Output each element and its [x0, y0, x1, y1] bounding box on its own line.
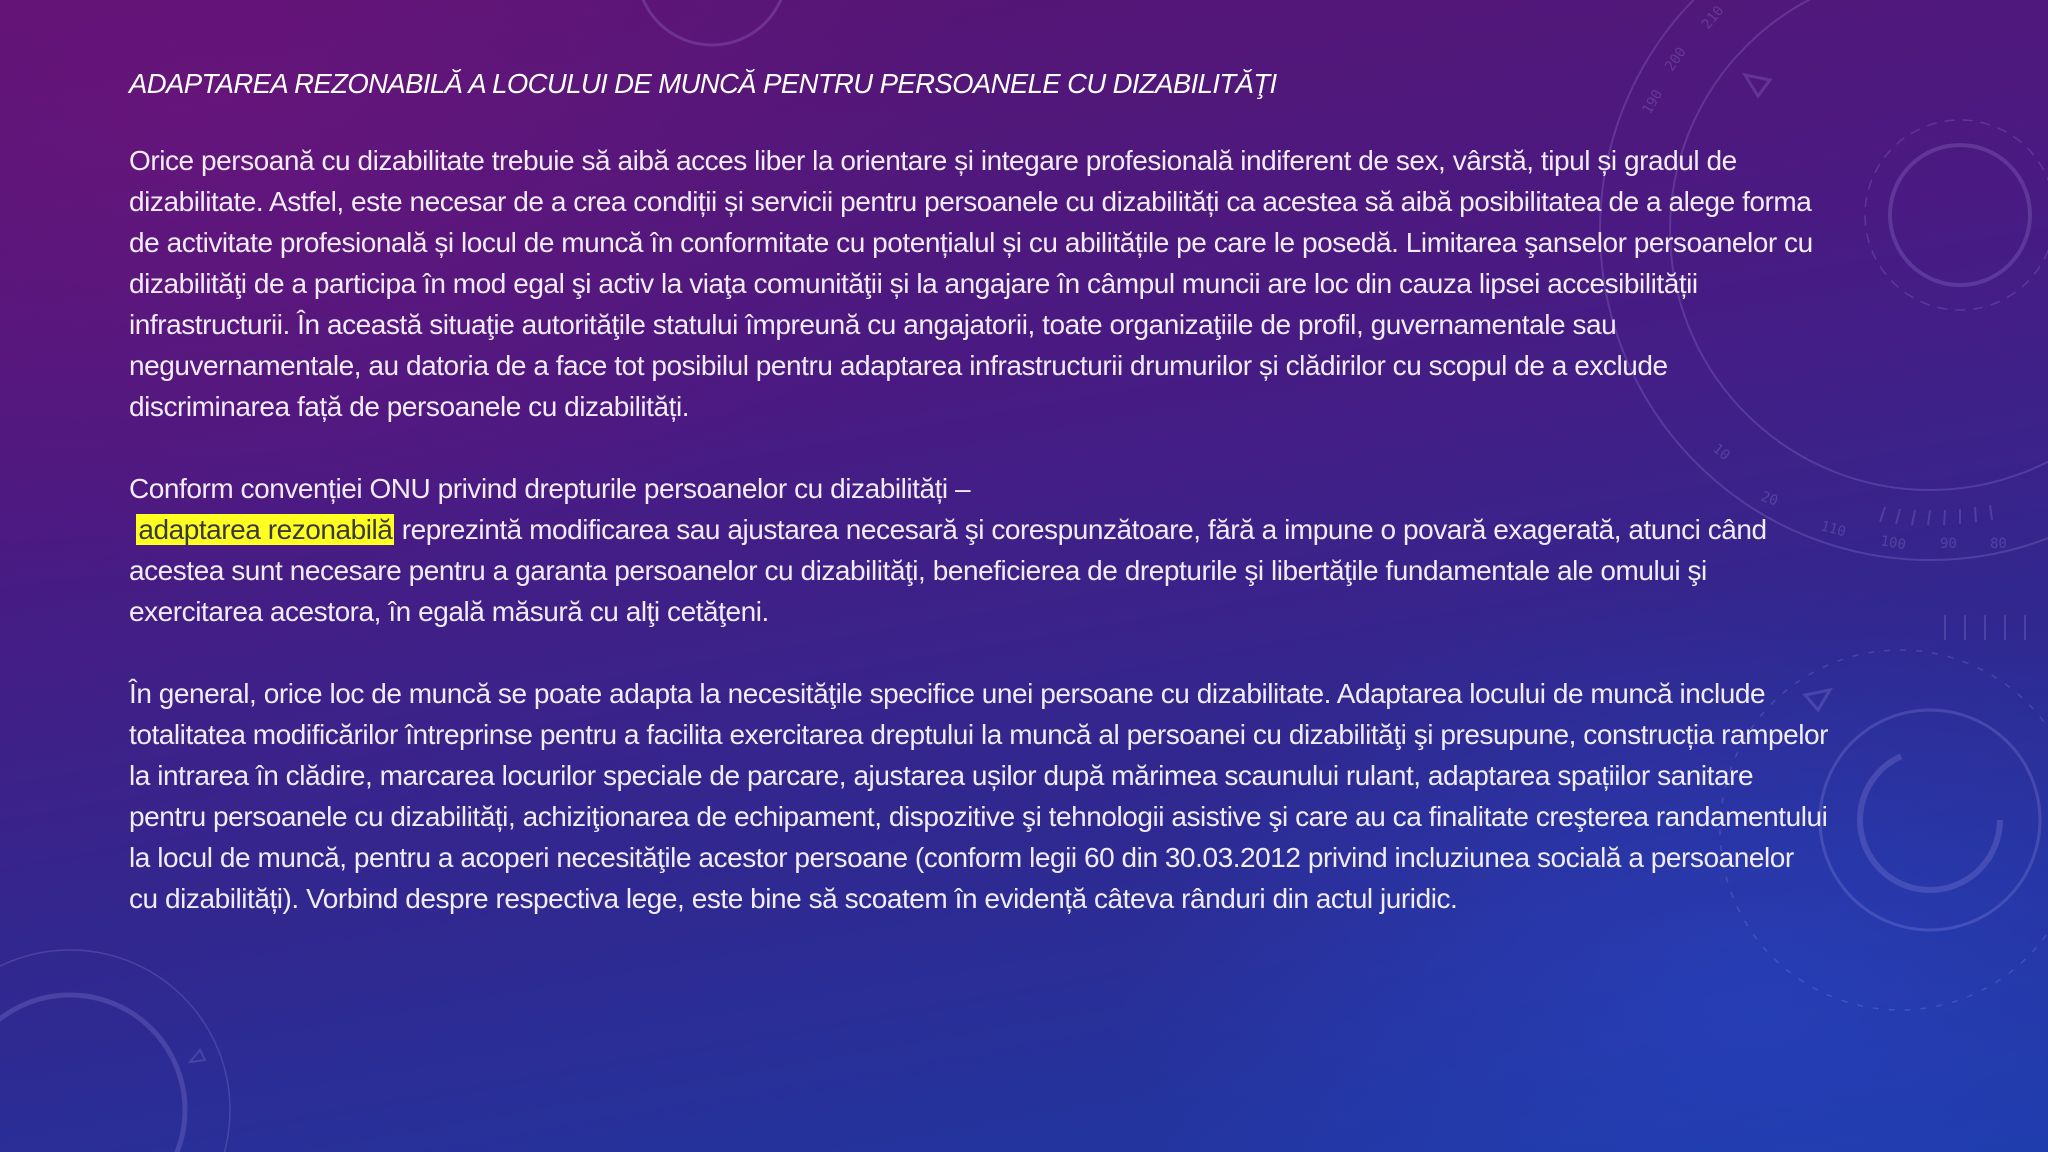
paragraph-convention-definition: reprezintă modificarea sau ajustarea necesară şi corespunzătoare, fără a impune o povară exagerată, atunci când acestea sunt necesare pentru a garanta persoanelor cu dizabilităţi, beneficierea de drepturile şi libertăţile fundamentale ale omului şi exercitarea acestora, în egală măsură cu alţi cetăţeni.: [129, 513, 1767, 627]
slide-title: ADAPTAREA REZONABILĂ A LOCULUI DE MUNCĂ PENTRU PERSOANELE CU DIZABILITĂŢI: [129, 68, 1277, 99]
dial-tick-label: 100: [1879, 533, 1907, 554]
deco-circle-bottom-left: [0, 995, 185, 1152]
dial-tick-label: 10: [1709, 440, 1733, 464]
dial-tick-label: 90: [1940, 536, 1957, 552]
paragraph-adaptation: În general, orice loc de muncă se poate adapta la necesităţile specifice unei persoane cu dizabilitate. Adaptarea locului de muncă include totalitatea modificărilor întreprinse pentru a facilita exercitarea dreptului la muncă al persoanei cu dizabilităţi şi presupune, construcția rampelor la intrarea în clădire, marcarea locurilor speciale de parcare, ajustarea ușilor după mărimea scaunului rulant, adaptarea spațiilor sanitare pentru persoanele cu dizabilități, achiziţionarea de echipament, dispozitive şi tehnologii asistive şi care au ca finalitate creşterea randamentului la locul de muncă, pentru a acoperi necesităţile acestor persoane (conform legii 60 din 30.03.2012 privind incluziunea socială a persoanelor cu dizabilități). Vorbind despre respectiva lege, este bine să scoatem în evidență câteva rânduri din actul juridic.: [129, 677, 1828, 914]
dial-tick-label: 190: [1639, 87, 1667, 117]
dial-tick-label: 20: [1758, 488, 1780, 510]
dial-tick-label: 110: [1818, 518, 1848, 541]
deco-dial-inner: [1890, 145, 2030, 285]
deco-circle-right-low: [1820, 710, 2040, 930]
highlighted-term: adaptarea rezonabilă: [138, 513, 393, 545]
paragraph-intro: Orice persoană cu dizabilitate trebuie să aibă acces liber la orientare și integare profesională indiferent de sex, vârstă, tipul și gradul de dizabilitate. Astfel, este necesar de a crea condiții și servicii pentru persoanele cu dizabilități ca acestea să aibă posibilitatea de a alege forma de activitate profesională și locul de muncă în conformitate cu potențialul și cu abilitățile pe care le posedă. Limitarea şanselor persoanelor cu dizabilităţi de a participa în mod egal şi activ la viaţa comunităţii și la angajare în câmpul muncii are loc din cauza lipsei accesibilității infrastructurii. În această situaţie autorităţile statului împreună cu angajatorii, toate organizaţiile de profil, guvernamentale sau neguvernamentale, au datoria de a face tot posibilul pentru adaptarea infrastructurii drumurilor și clădirilor cu scopul de a exclude discriminarea față de persoanele cu dizabilități.: [129, 144, 1813, 422]
paragraph-convention: [129, 468, 1829, 632]
dial-tick-label: 80: [1990, 536, 2007, 552]
paragraph-convention-intro: Conform convenției ONU privind drepturile persoanelor cu dizabilități –: [129, 472, 971, 504]
deco-circle-top: [637, 0, 787, 45]
dial-tick-label: 210: [1698, 2, 1728, 33]
dial-tick-label: 200: [1662, 44, 1690, 75]
slide-content: [129, 66, 1829, 960]
